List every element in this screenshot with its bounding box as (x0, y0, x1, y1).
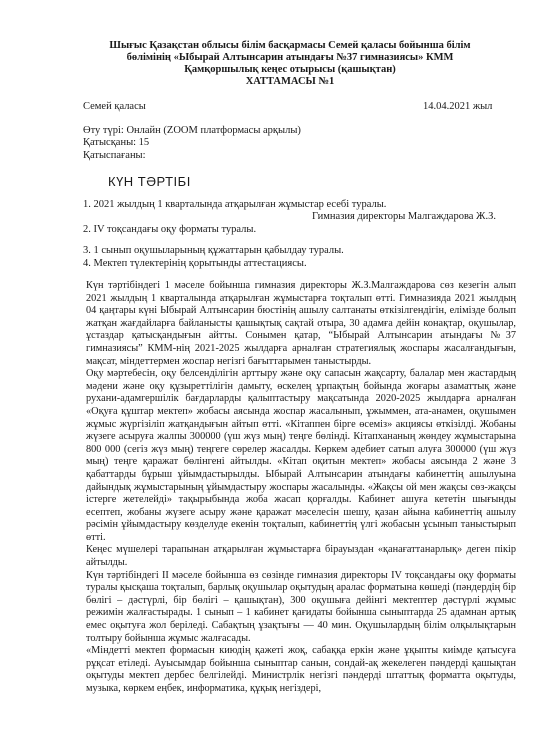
agenda-item-1-speaker: Гимназия директоры Малгаждарова Ж.З. (312, 211, 496, 222)
body-paragraph-5: «Міндетті мектеп формасын киюдің қажеті жоқ, сабаққа еркін және ұқыпты киімде қатысуға рұқсат етіледі. Ауысымдар бойынша сыныптар санын, сондай-ақ жекелеген пәндерді қашықтан оқытуды мектеп дербес белгілейді. Министрлік негізгі пәндерді штаттық форматта оқытуды, музыка, көркем еңбек, информатика, құқық негіздері, (86, 645, 516, 694)
absent-count: Қатыспағаны: (83, 150, 146, 161)
body-paragraph-1: Күн тәртібіндегі 1 мәселе бойынша гимназия директоры Ж.З.Малгаждарова сөз кезегін алып 2021 жылдың 1 кварталында атқарылған жұмыстарға тоқталып өтті. Гимназияда 2021 жылдың 04 қаңтары күні Ыбырай Алтынсарин бюстінің ашылу салтанаты өткізілгендігін, елімізде болып жатқан жағдайларға байланысты қашықтық сақтай отыра, 30 адамға дейін конақтар, оқушылар, ұстаздар қатысқандығын айтты. Сонымен қатар, “Ыбырай Алтынсарин атындағы №37 гимназиясы” КММ-нің 2021-2025 жылдарға арналған стратегиялық жоспары жасалғандығын, мақсат, міндеттермен жоспар негізгі бағыттарымен таныстырды. (86, 280, 516, 367)
body-paragraph-4: Күн тәртібіндегі II мәселе бойынша өз сөзінде гимназия директоры IV тоқсандағы оқу форматы туралы қысқаша тоқталып, барлық оқушылар оқытудың аралас форматына көшеді (пәндердің бір бөлігі – дәстүрлі, бір бөлігі – қашықтан), 300 оқушыға дейінгі мектептер дәстүрлі жұмыс режимін жалғастырады. 1 сынып – 1 кабинет қағидаты бойынша сыныптарда 25 адамнан артық емес оқытуға жол беріледі. Сабақтың ұзақтығы — 40 мин. Оқушылардың білім олқылықтарын толтыру бойынша жұмыс жалғасады. (86, 569, 516, 644)
agenda-item-2: 2. IV тоқсандағы оқу форматы туралы. (83, 224, 257, 235)
header-line-2: бөлімінің «Ыбырай Алтынсарин атындағы №37 гимназиясы» КММ (126, 52, 454, 63)
agenda-title: КҮН ТӘРТІБІ (108, 174, 191, 189)
body-paragraph-3: Кеңес мүшелері тарапынан атқарылған жұмыстарға бірауыздан «қанағаттанарлық» деген пікір айтылды. (86, 544, 516, 569)
city: Семей қаласы (83, 101, 146, 112)
present-count: Қатысқаны: 15 (83, 137, 150, 148)
agenda-item-1: 1. 2021 жылдың 1 кварталында атқарылған жұмыстар есебі туралы. (83, 199, 387, 210)
meeting-format: Өту түрі: Онлайн (ZOOM платформасы арқылы) (83, 125, 301, 136)
body-paragraph-2: Оқу мәртебесін, оқу белсенділігін арттыру және оқу сапасын жақсарту, балалар мен жастардың мәдени және оқу құзыреттілігін дамыту, өскелең ұрпақтың бойында жоғары азаматтық және рухани-адамгершілік бағдарларды қалыптастыру мақсатында 2020-2025 жылдарға арналған «Оқуға құштар мектеп» жобасы аясында жоспар жасалынып, ұжыммен, ата-анамен, оқушымен жұмыс жүргізіліп жатқандығын айтып өтті. «Кітаппен бірге өсеміз» акциясы өткізілді. Жобаны жүзеге асыруға жалпы 300000 (үш жүз мың) теңге бөлінді. Кітапхананың жөндеу жұмыстарына 800 000 (сегіз жүз мың) теңгеге сөрелер жасалды. Көркем әдебиет сатып алуға 300000 (үш жүз мың) теңге қаражат бөлінгені айтылды. «Кітап оқитын мектеп» жобасы аясында 2 және 3 қабаттарды бұрыш ұйымдастырылды. Ыбырай Алтынсарин атындағы кабинеттің ашылуына дайындық жұмыстарының ұйымдастыру жоспары жасалынды. «Жақсы ой мен жақсы сөз-жақсы істерге жетелейді» тақырыбында жоба жасап қорғалды. Кабинет ашуға кететін шығынды есептеп, жобаны жүзеге асыру және қаражат мәселесін шешу, қазан айына кабинеттің ашылу рәсімін ұйымдастыру көзделуде екенін тоқталып, кабинеттің үлгі жобасын ұсынып таныстырып өтті. (86, 368, 516, 543)
header-line-4: ХАТТАМАСЫ №1 (245, 76, 335, 87)
header-line-1: Шығыс Қазақстан облысы білім басқармасы Семей қаласы бойынша білім (109, 40, 471, 51)
date: 14.04.2021 жыл (423, 101, 493, 112)
header-line-3: Қамқоршылық кеңес отырысы (қашықтан) (184, 64, 396, 75)
minutes-body (86, 280, 516, 696)
agenda-item-4: 4. Мектеп түлектерінің қорытынды аттестациясы. (83, 258, 307, 269)
agenda-item-3: 3. 1 сынып оқушыларының құжаттарын қабылдау туралы. (83, 245, 344, 256)
